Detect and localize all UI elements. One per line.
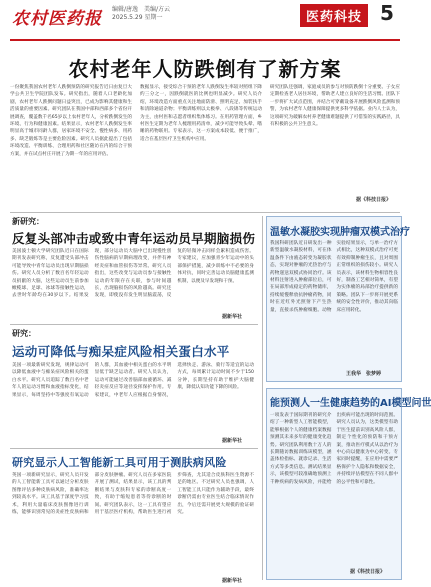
article3-body: 美国一项最新研究发现，规律运动可以降低血液中与痴呆症风险相关的蛋白水平。研究人员追踪了数百名中老年人的运动习惯和血液指标变化，结果显示，每周坚持中等强度有氧运动的人群，其血液中相关蛋白的水平明显低于缺乏运动者。研究人员认为，运动可能通过改善脑部血液循环、减轻炎症反应等途径发挥保护作用。专家建议，中老年人应根据自身情况，选择快走、游泳、骑行等适宜的运动方式，每周累计运动时间不少于150分钟，长期坚持有助于维护大脑健康，降低认知功能下降的风险。 (12, 363, 254, 398)
article4-body: 英国一项新研究显示，研究人员开发的人工智能新工具可以通过分析皮肤图像评估多种皮肤病风险，准确率达到较高水平。该工具基于深度学习技术，利用大量临床皮肤图像进行训练，能够识别常见的炎症性皮肤病和部分皮肤肿瘤。研究人员在多家医院开展了测试，结果显示，该工具的判断结果与皮肤科专家的诊断高度一致，有助于缩短患者等待诊断的时间。研究团队表示，这一工具有望应用于基层医疗机构，帮助医生进行初步筛查，尤其适合皮肤科医生资源不足的地区。不过研究人员也强调，人工智能工具只能作为辅助手段，最终诊断仍需由专业医生结合临床情况作出，今后还需开展更大规模的验证研究。 (12, 473, 254, 516)
column-divider (262, 216, 263, 580)
editor-line: 编辑/唐逸 美编/方云 (112, 6, 171, 13)
page-header (0, 0, 410, 48)
box2-headline: 能预测人一生健康趋势的AI模型问世 (270, 398, 431, 409)
divider-2 (10, 324, 258, 325)
masthead-logo: 农村医药报 (12, 9, 102, 29)
box1-body: 我国科研团队近日研发出一种新型温敏水凝胶材料，可在体温条件下由液态转变为凝胶状态，实现对肿瘤的光热治疗与药物递送双模式协同治疗。该材料注射进入肿瘤部位后，可在局部形成稳定的药物储库，持续缓慢释放抗肿瘤药物，同时在近红外光照射下产生热量，直接杀伤肿瘤细胞。动物实验结果显示，与单一治疗方式相比，这种双模式治疗可更有效抑制肿瘤生长，且对周围正常组织的损伤较小。研究人员表示，该材料生物相容性良好，制备工艺相对简单，有望为实体瘤的局部治疗提供新的策略。团队下一步将开展更系统的安全性评价，推动其向临床应用转化。 (270, 241, 398, 313)
lead-column-2: 数据显示，接受综合干预的老年人跌倒发生率较对照组下降约三分之一，因跌倒就医的比例也明显减少。研究人员介绍，环境改造方面重点关注地面防滑、照明充足、加装扶手和清除通道杂物；平衡训练则以太极拳、八段锦等传统运动为主，由村医和志愿者组织集体练习。在用药管理方面，乡村医生定期为老年人梳理用药清单，减少可能导致头晕、嗜睡的药物联用。专家表示，这一方案成本较低、便于推广，适合在基层医疗卫生机构中应用。 (140, 85, 262, 142)
article3-byline: 据新华社 (222, 438, 243, 444)
box1-byline: 王我华 张梦婷 (346, 371, 382, 377)
lead-headline: 农村老年人防跌倒有了新方案 (68, 57, 342, 81)
section-tag: 医药科技 (300, 4, 368, 27)
publication-info (112, 6, 170, 22)
lead-byline: 据《科技日报》 (356, 197, 392, 203)
section-divider (10, 212, 400, 213)
article2-byline: 据新华社 (222, 314, 243, 320)
article3-kicker: 研究： (12, 329, 36, 338)
box2-byline: 据《科技日报》 (350, 569, 386, 575)
article2-body: 美国波士顿大学研究团队近日在国际期刊发表研究称，反复遭受头部冲击可能导致中青年运动员出现早期脑损伤。研究人员分析了数百名年轻运动员捐献的大脑，这些运动员生前参加橄榄球、足球、冰球等接触性运动，去世时年龄均在30岁以下。结果发现，部分运动员大脑中已出现慢性创伤性脑病的早期病理改变，并伴有神经炎症和血管损伤等异常。研究人员指出，这些改变与运动员参与接触性运动的年限存在关联，参与时间越长，出现脑损伤的风险越高。研究还发现，即使没有发生明显脑震荡，反复的轻微冲击同样会累积造成伤害。专家建议，应加强青少年运动中的头部保护措施，减少训练中不必要的身体对抗，同时完善运动员脑健康监测机制，以便及早发现和干预。 (12, 249, 254, 299)
lead-column-3: 研究团队还强调，家庭成员的参与对预防跌倒十分重要。子女应定期检查老人居住环境，帮助老人建立良好的生活习惯。团队下一步将扩大试点范围，并结合可穿戴设备开展跌倒风险监测和预警，为农村老年人健康保障提供更多科学依据。业内人士认为，这项研究为破解农村养老健康难题提供了可借鉴的实践路径，具有积极的公共卫生意义。 (270, 85, 400, 128)
page-number: 5 (380, 1, 394, 25)
date-line: 2025.5.29 星期一 (112, 14, 163, 21)
header-rule (10, 39, 400, 41)
article3-headline: 运动可降低与痴呆症风险相关蛋白水平 (12, 344, 230, 359)
article2-headline: 反复头部冲击或致中青年运动员早期脑损伤 (12, 231, 256, 246)
article2-kicker: 新研究： (12, 217, 44, 226)
divider-3 (10, 448, 258, 449)
box1-headline: 温敏水凝胶实现肿瘤双模式治疗 (270, 227, 410, 238)
article4-byline: 据新华社 (222, 578, 243, 584)
article4-headline: 研究显示人工智能新工具可用于测肤病风险 (12, 456, 227, 469)
box2-body: 一项发表于国际期刊的研究介绍了一种新型人工智能模型，能够根据个人的健康档案数据预测其未来多年的健康变化趋势。研究团队利用数十万人的长期随访数据训练该模型，涵盖体检指标、就诊记录、生活方式等多类信息。测试结果显示，该模型可较准确地预测上千种疾病的发病风险，并能给出疾病可能出现的时间范围。研究人员认为，这类模型有助于医生提前识别高风险人群，制定个性化的预防和干预方案，推动医疗模式从以治疗为中心向以健康为中心转变。专家同时提醒，在应用中需要严格保护个人隐私和数据安全，并持续评估模型在不同人群中的公平性和可靠性。 (270, 413, 398, 485)
lead-column-1: 一份聚焦我国农村老年人跌倒预防的研究报告近日由复旦大学公共卫生学院团队发布。研究指出，随着人口老龄化加剧，农村老年人跌倒问题日益突出，已成为影响其健康和生活质量的重要因素。研究团队在我国中部和西部多个省份开展调查，覆盖数千名65岁以上农村老年人，分析跌倒发生的环境、行为和健康因素。结果显示，农村老年人跌倒发生率明显高于城市同龄人群，居家环境不安全、慢性病多、用药多、缺乏锻炼等是主要危险因素。研究人员据此提出了包括环境改造、平衡训练、合理用药和社区随访在内的综合干预方案，并在试点村庄开展了为期一年的应用评估。 (10, 85, 132, 157)
